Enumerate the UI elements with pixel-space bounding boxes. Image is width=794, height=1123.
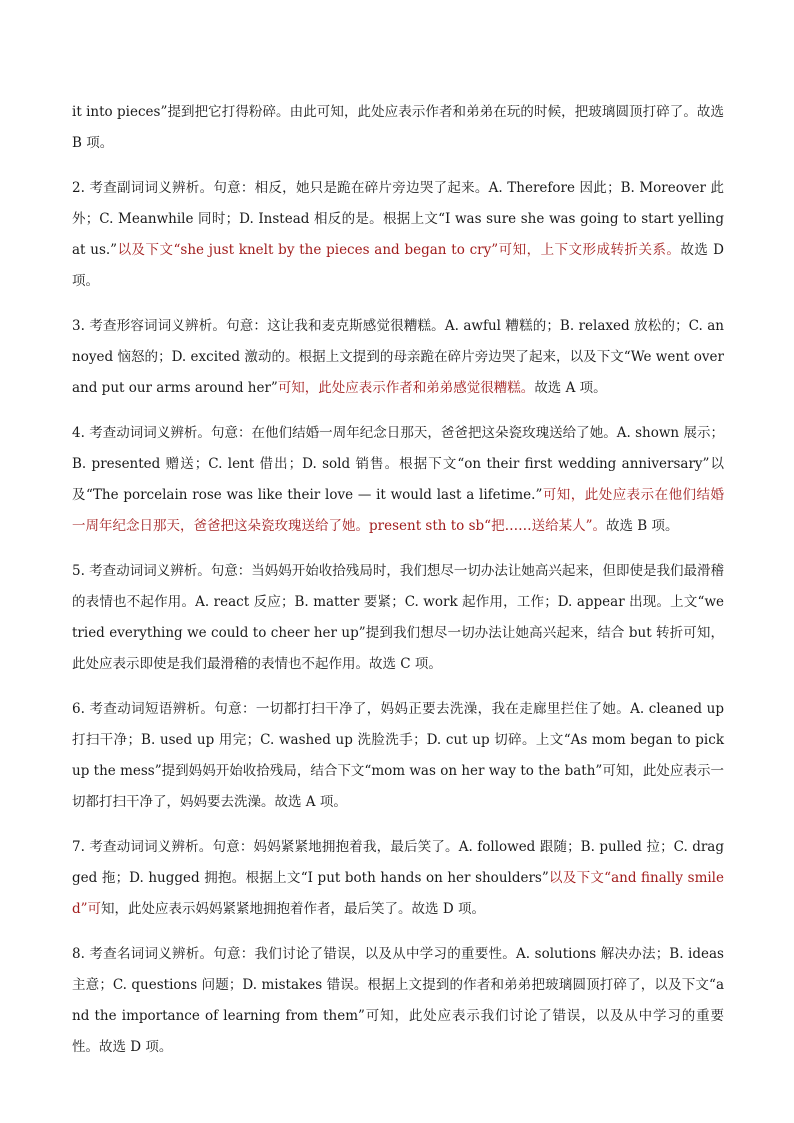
text-run: 6. 考查动词短语辨析。句意：一切都打扫干净了，妈妈正要去洗澡，我在走廊里拦住了她。A. cleaned up 打扫干净；B. used up 用完；C. washed up 洗脸洗手；D. cut up 切碎。上文“As mom began to pick up the mess”提到妈妈开始收拾残局，结合下文“mom was on her way to the bath”可知，此处应表示一切都打扫干净了，妈妈要去洗澡。故选 A 项。 [72,701,724,810]
text-run-highlight: 可知，此处应表示在他们结婚一周年纪念日那天，爸爸把这朵瓷玫瑰送给了她。present sth to sb“把……送给某人”。 [72,487,724,534]
text-run: 3. 考查形容词词义辨析。句意：这让我和麦克斯感觉很糟糕。A. awful 糟糕的；B. relaxed 放松的；C. annoyed 恼怒的；D. excited 激动的。根据上文提到的母亲跪在碎片旁边哭了起来，以及下文“We went over and put our arms around her” [72,318,724,396]
paragraph-item-3 [72,311,724,404]
paragraph-item-6 [72,694,724,818]
text-run: it into pieces”提到把它打得粉碎。由此可知，此处应表示作者和弟弟在玩的时候，把玻璃圆顶打碎了。故选 B 项。 [72,104,724,151]
text-run-highlight: 可知，此处应表示作者和弟弟感觉很糟糕。 [277,380,535,396]
text-run: 故选 A 项。 [534,380,607,396]
document-page [72,97,724,1077]
text-run: 2. 考查副词词义辨析。句意：相反，她只是跪在碎片旁边哭了起来。A. Therefore 因此；B. Moreover 此外；C. Meanwhile 同时；D. Instead 相反的是。根据上文“I was sure she was going to start yelling at us.” [72,180,724,258]
paragraph-continuation [72,97,724,159]
text-run: 8. 考查名词词义辨析。句意：我们讨论了错误，以及从中学习的重要性。A. solutions 解决办法；B. ideas 主意；C. questions 问题；D. mistakes 错误。根据上文提到的作者和弟弟把玻璃圆顶打碎了，以及下文“and the importance of learning from them”可知，此处应表示我们讨论了错误，以及从中学习的重要性。故选 D 项。 [72,946,724,1055]
text-run: 5. 考查动词词义辨析。句意：当妈妈开始收拾残局时，我们想尽一切办法让她高兴起来，但即使是我们最滑稽的表情也不起作用。A. react 反应；B. matter 要紧；C. work 起作用，工作；D. appear 出现。上文“we tried everything we could to cheer her up”提到我们想尽一切办法让她高兴起来，结合 but 转折可知，此处应表示即使是我们最滑稽的表情也不起作用。故选 C 项。 [72,563,724,672]
paragraph-item-4 [72,418,724,542]
text-run: 知，此处应表示妈妈紧紧地拥抱着作者，最后笑了。故选 D 项。 [101,901,485,917]
paragraph-item-2 [72,173,724,297]
text-run: 7. 考查动词词义辨析。句意：妈妈紧紧地拥抱着我，最后笑了。A. followed 跟随；B. pulled 拉；C. dragged 拖；D. hugged 拥抱。根据上文“I put both hands on her shoulders” [72,839,724,886]
text-run-highlight: 以及下文“she just knelt by the pieces and began to cry”可知，上下文形成转折关系。 [117,242,681,258]
paragraph-item-8 [72,939,724,1063]
paragraph-item-7 [72,832,724,925]
paragraph-item-5 [72,556,724,680]
text-run-highlight: 以及下文“and finally smiled”可 [72,870,724,917]
text-run: 4. 考查动词词义辨析。句意：在他们结婚一周年纪念日那天，爸爸把这朵瓷玫瑰送给了她。A. shown 展示；B. presented 赠送；C. lent 借出；D. sold 销售。根据下文“on their first wedding anniversary”以及“The porcelain rose was like their love — it would last a lifetime.” [72,425,724,503]
text-run: 故选 B 项。 [605,518,679,534]
text-run: 故选 D 项。 [72,242,724,289]
